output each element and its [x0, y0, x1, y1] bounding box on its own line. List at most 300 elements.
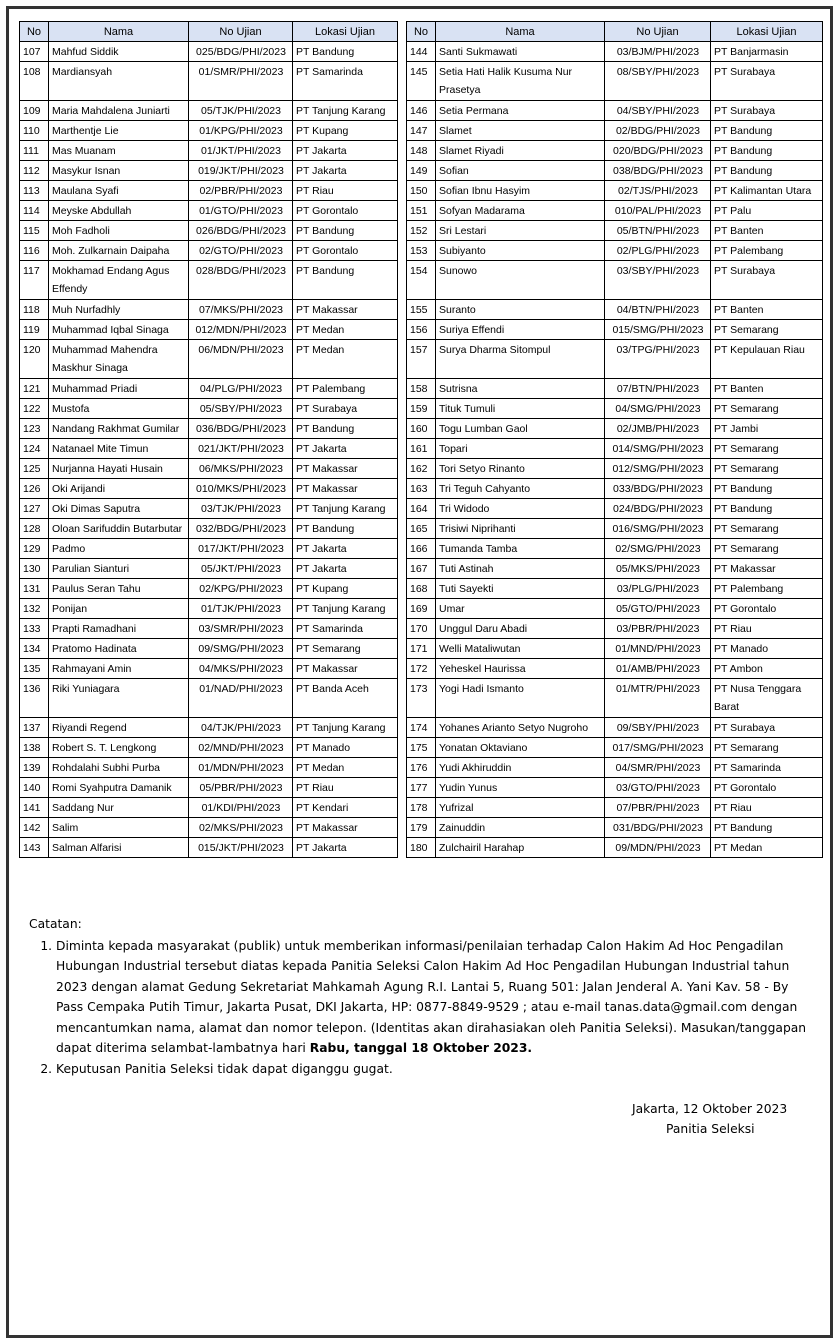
cell-lokasi: PT Gorontalo: [293, 241, 398, 261]
cell-no: 156: [407, 320, 436, 340]
cell-no: 115: [20, 221, 49, 241]
cell-lokasi: PT Manado: [711, 639, 823, 659]
cell-no: 170: [407, 619, 436, 639]
cell-no: 133: [20, 619, 49, 639]
cell-no-ujian: 038/BDG/PHI/2023: [605, 161, 711, 181]
cell-lokasi: PT Bandung: [711, 818, 823, 838]
cell-nama: Yohanes Arianto Setyo Nugroho: [436, 718, 605, 738]
table-row: [20, 261, 398, 300]
cell-lokasi: PT Makassar: [293, 818, 398, 838]
table-row: [20, 679, 398, 718]
table-row: [20, 818, 398, 838]
table-row: [20, 519, 398, 539]
cell-no-ujian: 036/BDG/PHI/2023: [189, 419, 293, 439]
table-row: [20, 439, 398, 459]
cell-no: 136: [20, 679, 49, 718]
cell-nama: Mustofa: [49, 399, 189, 419]
cell-nama: Riyandi Regend: [49, 718, 189, 738]
cell-lokasi: PT Banjarmasin: [711, 42, 823, 62]
table-row: [407, 579, 823, 599]
cell-no: 162: [407, 459, 436, 479]
cell-nama: Welli Mataliwutan: [436, 639, 605, 659]
note-item-2: 2. Keputusan Panitia Seleksi tidak dapat diganggu gugat.: [56, 1059, 819, 1080]
cell-no: 138: [20, 738, 49, 758]
cell-nama: Romi Syahputra Damanik: [49, 778, 189, 798]
cell-no: 112: [20, 161, 49, 181]
table-row: [407, 221, 823, 241]
cell-no-ujian: 015/JKT/PHI/2023: [189, 838, 293, 858]
cell-no-ujian: 02/TJS/PHI/2023: [605, 181, 711, 201]
cell-nama: Santi Sukmawati: [436, 42, 605, 62]
candidate-table-right: [406, 21, 823, 858]
cell-nama: Mardiansyah: [49, 62, 189, 101]
cell-no-ujian: 05/MKS/PHI/2023: [605, 559, 711, 579]
table-row: [20, 221, 398, 241]
cell-no: 173: [407, 679, 436, 718]
cell-nama: Topari: [436, 439, 605, 459]
table-row: [20, 241, 398, 261]
cell-no: 108: [20, 62, 49, 101]
cell-no: 153: [407, 241, 436, 261]
place-date: Jakarta, 12 Oktober 2023: [632, 1102, 788, 1116]
cell-no-ujian: 06/MDN/PHI/2023: [189, 340, 293, 379]
table-body-left: [20, 42, 398, 858]
cell-lokasi: PT Medan: [293, 758, 398, 778]
cell-nama: Mahfud Siddik: [49, 42, 189, 62]
cell-lokasi: PT Bandung: [711, 141, 823, 161]
cell-nama: Maria Mahdalena Juniarti: [49, 101, 189, 121]
cell-nama: Zulchairil Harahap: [436, 838, 605, 858]
cell-lokasi: PT Semarang: [711, 519, 823, 539]
cell-no-ujian: 09/SBY/PHI/2023: [605, 718, 711, 738]
table-row: [407, 399, 823, 419]
cell-lokasi: PT Tanjung Karang: [293, 718, 398, 738]
cell-no-ujian: 02/SMG/PHI/2023: [605, 539, 711, 559]
table-row: [407, 718, 823, 738]
cell-nama: Suriya Effendi: [436, 320, 605, 340]
cell-nama: Marthentje Lie: [49, 121, 189, 141]
cell-no-ujian: 05/PBR/PHI/2023: [189, 778, 293, 798]
cell-no: 179: [407, 818, 436, 838]
table-row: [407, 439, 823, 459]
cell-nama: Tri Widodo: [436, 499, 605, 519]
table-row: [20, 340, 398, 379]
cell-no: 161: [407, 439, 436, 459]
table-row: [407, 101, 823, 121]
cell-no: 143: [20, 838, 49, 858]
signature-block: [632, 1099, 787, 1139]
cell-no: 155: [407, 300, 436, 320]
cell-no: 164: [407, 499, 436, 519]
table-row: [407, 379, 823, 399]
cell-no: 109: [20, 101, 49, 121]
note-item-1-text: Diminta kepada masyarakat (publik) untuk memberikan informasi/penilaian terhadap Calon Hakim Ad Hoc Pengadilan Hubungan Industrial tersebut diatas kepada Panitia Seleksi Calon Hakim Ad Hoc Pengadilan Hubungan Industrial tahun 2023 dengan alamat Gedung Sekretariat Mahkamah Agung R.I. Lantai 5, Ruang 501: Jalan Jenderal A. Yani Kav. 58 - By Pass Cempaka Putih Timur, Jakarta Pusat, DKI Jakarta, HP: 0877-8849-9529 ; atau e-mail tanas.data@gmail.com dengan mencantumkan nama, alamat dan nomor telepon. (Identitas akan dirahasiakan oleh Panitia Seleksi). Masukan/tanggapan dapat diterima selambat-lambatnya hari: [56, 938, 807, 1055]
table-header-row: [407, 22, 823, 42]
cell-no-ujian: 07/BTN/PHI/2023: [605, 379, 711, 399]
cell-no-ujian: 03/TPG/PHI/2023: [605, 340, 711, 379]
table-row: [407, 738, 823, 758]
table-row: [407, 42, 823, 62]
cell-no-ujian: 010/MKS/PHI/2023: [189, 479, 293, 499]
cell-no: 147: [407, 121, 436, 141]
cell-nama: Padmo: [49, 539, 189, 559]
cell-lokasi: PT Semarang: [711, 320, 823, 340]
table-row: [407, 340, 823, 379]
document-frame: [6, 6, 833, 1338]
cell-lokasi: PT Jakarta: [293, 539, 398, 559]
cell-lokasi: PT Bandung: [293, 419, 398, 439]
table-row: [407, 599, 823, 619]
cell-nama: Paulus Seran Tahu: [49, 579, 189, 599]
table-row: [20, 619, 398, 639]
table-row: [20, 320, 398, 340]
cell-lokasi: PT Jakarta: [293, 559, 398, 579]
cell-nama: Tuti Astinah: [436, 559, 605, 579]
cell-lokasi: PT Gorontalo: [711, 778, 823, 798]
table-row: [20, 121, 398, 141]
cell-lokasi: PT Semarang: [711, 459, 823, 479]
cell-no-ujian: 01/MTR/PHI/2023: [605, 679, 711, 718]
table-row: [407, 201, 823, 221]
cell-nama: Nandang Rakhmat Gumilar: [49, 419, 189, 439]
cell-no: 160: [407, 419, 436, 439]
table-row: [407, 798, 823, 818]
cell-lokasi: PT Medan: [293, 320, 398, 340]
table-row: [20, 62, 398, 101]
cell-nama: Moh. Zulkarnain Daipaha: [49, 241, 189, 261]
cell-lokasi: PT Bandung: [711, 161, 823, 181]
cell-no-ujian: 017/JKT/PHI/2023: [189, 539, 293, 559]
cell-no: 154: [407, 261, 436, 300]
cell-lokasi: PT Palembang: [711, 579, 823, 599]
cell-no-ujian: 014/SMG/PHI/2023: [605, 439, 711, 459]
cell-no: 126: [20, 479, 49, 499]
cell-nama: Oloan Sarifuddin Butarbutar: [49, 519, 189, 539]
cell-nama: Tuti Sayekti: [436, 579, 605, 599]
table-row: [407, 679, 823, 718]
table-row: [407, 619, 823, 639]
cell-no: 158: [407, 379, 436, 399]
cell-no: 134: [20, 639, 49, 659]
cell-no-ujian: 02/MKS/PHI/2023: [189, 818, 293, 838]
table-row: [407, 479, 823, 499]
cell-no-ujian: 020/BDG/PHI/2023: [605, 141, 711, 161]
table-row: [407, 838, 823, 858]
notes-list: [29, 936, 819, 1080]
cell-no-ujian: 021/JKT/PHI/2023: [189, 439, 293, 459]
cell-lokasi: PT Riau: [293, 778, 398, 798]
cell-lokasi: PT Surabaya: [293, 399, 398, 419]
cell-lokasi: PT Banten: [711, 221, 823, 241]
table-row: [407, 459, 823, 479]
cell-lokasi: PT Kepulauan Riau: [711, 340, 823, 379]
table-row: [407, 818, 823, 838]
table-row: [407, 121, 823, 141]
table-row: [407, 141, 823, 161]
table-row: [407, 300, 823, 320]
header-lokasi-ujian: Lokasi Ujian: [293, 22, 398, 42]
cell-no: 146: [407, 101, 436, 121]
table-row: [20, 539, 398, 559]
cell-no-ujian: 05/JKT/PHI/2023: [189, 559, 293, 579]
cell-no-ujian: 03/PLG/PHI/2023: [605, 579, 711, 599]
cell-no-ujian: 08/SBY/PHI/2023: [605, 62, 711, 101]
cell-no-ujian: 03/SMR/PHI/2023: [189, 619, 293, 639]
cell-no-ujian: 02/GTO/PHI/2023: [189, 241, 293, 261]
cell-lokasi: PT Jakarta: [293, 141, 398, 161]
table-row: [20, 639, 398, 659]
cell-lokasi: PT Surabaya: [711, 62, 823, 101]
cell-lokasi: PT Palembang: [293, 379, 398, 399]
cell-no: 123: [20, 419, 49, 439]
cell-nama: Meyske Abdullah: [49, 201, 189, 221]
cell-nama: Yogi Hadi Ismanto: [436, 679, 605, 718]
table-row: [20, 718, 398, 738]
table-row: [20, 479, 398, 499]
cell-no-ujian: 02/MND/PHI/2023: [189, 738, 293, 758]
cell-no-ujian: 01/TJK/PHI/2023: [189, 599, 293, 619]
table-row: [407, 499, 823, 519]
cell-no-ujian: 032/BDG/PHI/2023: [189, 519, 293, 539]
cell-no-ujian: 015/SMG/PHI/2023: [605, 320, 711, 340]
cell-no: 124: [20, 439, 49, 459]
header-no: No: [20, 22, 49, 42]
cell-no-ujian: 04/SMR/PHI/2023: [605, 758, 711, 778]
cell-lokasi: PT Jakarta: [293, 161, 398, 181]
cell-no: 132: [20, 599, 49, 619]
table-row: [20, 201, 398, 221]
cell-no: 110: [20, 121, 49, 141]
cell-no-ujian: 02/BDG/PHI/2023: [605, 121, 711, 141]
table-row: [20, 419, 398, 439]
cell-lokasi: PT Makassar: [293, 300, 398, 320]
cell-no: 176: [407, 758, 436, 778]
signature-organization: Panitia Seleksi: [666, 1122, 755, 1136]
cell-no-ujian: 04/SMG/PHI/2023: [605, 399, 711, 419]
cell-no: 117: [20, 261, 49, 300]
header-nama: Nama: [49, 22, 189, 42]
cell-no-ujian: 03/GTO/PHI/2023: [605, 778, 711, 798]
cell-nama: Mas Muanam: [49, 141, 189, 161]
cell-lokasi: PT Bandung: [293, 221, 398, 241]
cell-lokasi: PT Banda Aceh: [293, 679, 398, 718]
cell-no: 180: [407, 838, 436, 858]
cell-lokasi: PT Riau: [711, 619, 823, 639]
cell-no-ujian: 07/PBR/PHI/2023: [605, 798, 711, 818]
cell-no-ujian: 01/KPG/PHI/2023: [189, 121, 293, 141]
cell-nama: Mokhamad Endang Agus Effendy: [49, 261, 189, 300]
cell-no: 113: [20, 181, 49, 201]
cell-nama: Unggul Daru Abadi: [436, 619, 605, 639]
cell-no: 116: [20, 241, 49, 261]
cell-nama: Yonatan Oktaviano: [436, 738, 605, 758]
cell-lokasi: PT Palu: [711, 201, 823, 221]
cell-no-ujian: 010/PAL/PHI/2023: [605, 201, 711, 221]
cell-no-ujian: 05/SBY/PHI/2023: [189, 399, 293, 419]
table-row: [20, 101, 398, 121]
cell-nama: Sri Lestari: [436, 221, 605, 241]
table-row: [20, 758, 398, 778]
cell-no-ujian: 012/MDN/PHI/2023: [189, 320, 293, 340]
cell-lokasi: PT Semarang: [711, 738, 823, 758]
cell-no: 165: [407, 519, 436, 539]
cell-nama: Maulana Syafi: [49, 181, 189, 201]
cell-nama: Sofian: [436, 161, 605, 181]
cell-no-ujian: 02/PBR/PHI/2023: [189, 181, 293, 201]
cell-nama: Salim: [49, 818, 189, 838]
table-row: [407, 320, 823, 340]
cell-no: 131: [20, 579, 49, 599]
cell-no: 139: [20, 758, 49, 778]
cell-no-ujian: 017/SMG/PHI/2023: [605, 738, 711, 758]
cell-nama: Tori Setyo Rinanto: [436, 459, 605, 479]
table-row: [407, 559, 823, 579]
cell-nama: Suranto: [436, 300, 605, 320]
cell-no: 177: [407, 778, 436, 798]
cell-nama: Surya Dharma Sitompul: [436, 340, 605, 379]
cell-lokasi: PT Makassar: [293, 479, 398, 499]
cell-lokasi: PT Jakarta: [293, 439, 398, 459]
cell-lokasi: PT Tanjung Karang: [293, 101, 398, 121]
cell-no: 128: [20, 519, 49, 539]
cell-lokasi: PT Tanjung Karang: [293, 599, 398, 619]
cell-lokasi: PT Banten: [711, 300, 823, 320]
cell-no-ujian: 025/BDG/PHI/2023: [189, 42, 293, 62]
table-row: [20, 181, 398, 201]
cell-no-ujian: 03/SBY/PHI/2023: [605, 261, 711, 300]
cell-lokasi: PT Jambi: [711, 419, 823, 439]
table-row: [20, 161, 398, 181]
table-row: [20, 559, 398, 579]
cell-no: 169: [407, 599, 436, 619]
table-row: [407, 519, 823, 539]
cell-no-ujian: 031/BDG/PHI/2023: [605, 818, 711, 838]
cell-no: 135: [20, 659, 49, 679]
cell-lokasi: PT Bandung: [711, 479, 823, 499]
cell-no: 130: [20, 559, 49, 579]
cell-no: 137: [20, 718, 49, 738]
table-row: [407, 181, 823, 201]
cell-no: 145: [407, 62, 436, 101]
cell-no: 150: [407, 181, 436, 201]
cell-no: 120: [20, 340, 49, 379]
table-row: [20, 399, 398, 419]
cell-nama: Oki Arijandi: [49, 479, 189, 499]
cell-no: 144: [407, 42, 436, 62]
cell-lokasi: PT Banten: [711, 379, 823, 399]
cell-lokasi: PT Gorontalo: [293, 201, 398, 221]
cell-lokasi: PT Semarang: [293, 639, 398, 659]
cell-nama: Tituk Tumuli: [436, 399, 605, 419]
cell-no: 118: [20, 300, 49, 320]
cell-no-ujian: 01/KDI/PHI/2023: [189, 798, 293, 818]
cell-lokasi: PT Bandung: [293, 42, 398, 62]
table-row: [407, 161, 823, 181]
table-row: [407, 639, 823, 659]
cell-lokasi: PT Jakarta: [293, 838, 398, 858]
cell-no: 171: [407, 639, 436, 659]
table-header-row: [20, 22, 398, 42]
cell-nama: Sofian Ibnu Hasyim: [436, 181, 605, 201]
cell-nama: Rahmayani Amin: [49, 659, 189, 679]
header-nama: Nama: [436, 22, 605, 42]
cell-no: 178: [407, 798, 436, 818]
cell-no: 111: [20, 141, 49, 161]
cell-lokasi: PT Palembang: [711, 241, 823, 261]
cell-no: 141: [20, 798, 49, 818]
header-no-ujian: No Ujian: [189, 22, 293, 42]
cell-no: 163: [407, 479, 436, 499]
cell-no-ujian: 01/GTO/PHI/2023: [189, 201, 293, 221]
table-row: [20, 42, 398, 62]
cell-lokasi: PT Gorontalo: [711, 599, 823, 619]
cell-no-ujian: 026/BDG/PHI/2023: [189, 221, 293, 241]
table-row: [407, 758, 823, 778]
header-no: No: [407, 22, 436, 42]
cell-no: 142: [20, 818, 49, 838]
cell-nama: Umar: [436, 599, 605, 619]
candidate-table-left: [19, 21, 398, 858]
table-row: [20, 379, 398, 399]
cell-no: 159: [407, 399, 436, 419]
cell-nama: Setia Permana: [436, 101, 605, 121]
cell-lokasi: PT Riau: [293, 181, 398, 201]
cell-no-ujian: 012/SMG/PHI/2023: [605, 459, 711, 479]
cell-no: 140: [20, 778, 49, 798]
table-row: [20, 579, 398, 599]
cell-lokasi: PT Makassar: [293, 659, 398, 679]
cell-no: 148: [407, 141, 436, 161]
cell-no-ujian: 09/MDN/PHI/2023: [605, 838, 711, 858]
cell-no-ujian: 05/GTO/PHI/2023: [605, 599, 711, 619]
cell-no-ujian: 07/MKS/PHI/2023: [189, 300, 293, 320]
notes-heading: Catatan:: [29, 917, 82, 931]
cell-nama: Slamet: [436, 121, 605, 141]
cell-nama: Yudin Yunus: [436, 778, 605, 798]
cell-lokasi: PT Semarang: [711, 439, 823, 459]
cell-nama: Slamet Riyadi: [436, 141, 605, 161]
cell-nama: Sutrisna: [436, 379, 605, 399]
table-row: [407, 241, 823, 261]
table-row: [20, 798, 398, 818]
cell-lokasi: PT Bandung: [711, 121, 823, 141]
cell-nama: Subiyanto: [436, 241, 605, 261]
cell-no: 151: [407, 201, 436, 221]
table-row: [20, 141, 398, 161]
cell-lokasi: PT Riau: [711, 798, 823, 818]
cell-nama: Robert S. T. Lengkong: [49, 738, 189, 758]
table-row: [20, 778, 398, 798]
cell-no-ujian: 019/JKT/PHI/2023: [189, 161, 293, 181]
cell-no: 127: [20, 499, 49, 519]
cell-nama: Togu Lumban Gaol: [436, 419, 605, 439]
cell-nama: Ponijan: [49, 599, 189, 619]
cell-no-ujian: 04/PLG/PHI/2023: [189, 379, 293, 399]
header-no-ujian: No Ujian: [605, 22, 711, 42]
cell-nama: Rohdalahi Subhi Purba: [49, 758, 189, 778]
cell-nama: Parulian Sianturi: [49, 559, 189, 579]
cell-nama: Sunowo: [436, 261, 605, 300]
cell-no: 172: [407, 659, 436, 679]
cell-no: 129: [20, 539, 49, 559]
cell-lokasi: PT Samarinda: [293, 62, 398, 101]
cell-nama: Yudi Akhiruddin: [436, 758, 605, 778]
cell-no-ujian: 05/BTN/PHI/2023: [605, 221, 711, 241]
cell-no-ujian: 01/JKT/PHI/2023: [189, 141, 293, 161]
cell-lokasi: PT Manado: [293, 738, 398, 758]
cell-nama: Riki Yuniagara: [49, 679, 189, 718]
cell-no: 152: [407, 221, 436, 241]
